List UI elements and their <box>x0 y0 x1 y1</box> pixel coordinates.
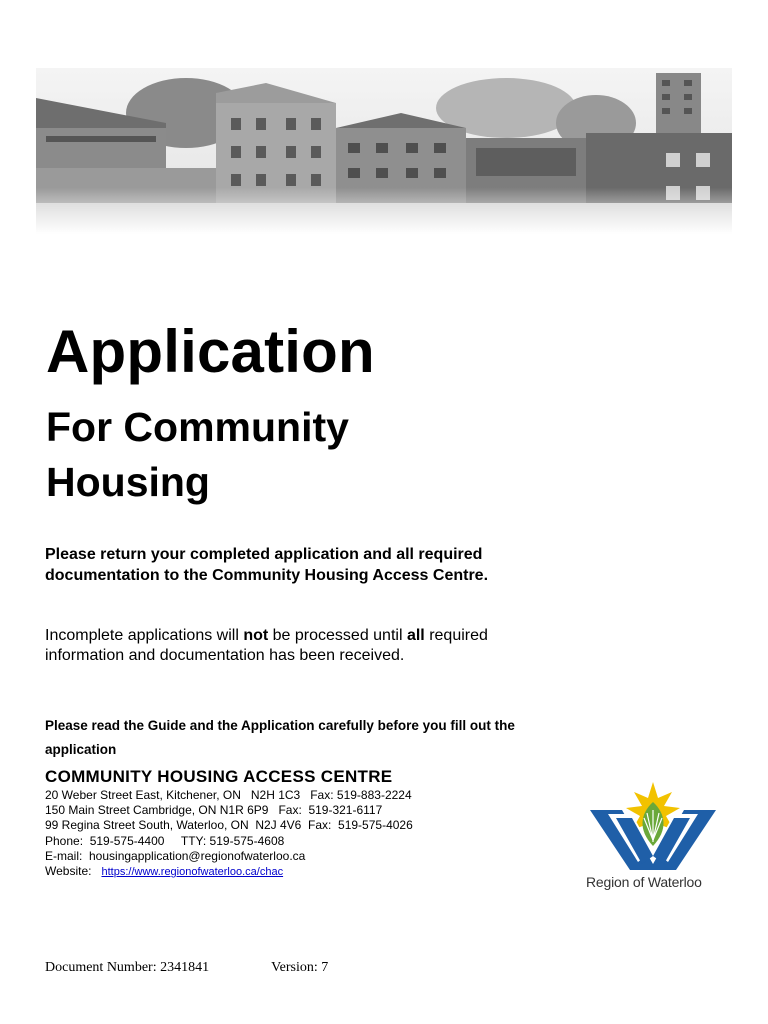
phone-line: Phone: 519-575-4400 TTY: 519-575-4608 <box>45 833 285 848</box>
document-version: Version: 7 <box>271 960 329 975</box>
page-subtitle: For Community Housing <box>46 404 349 505</box>
address-cambridge: 150 Main Street Cambridge, ON N1R 6P9 Fax: 519-321-6117 <box>45 803 383 818</box>
centre-name: COMMUNITY HOUSING ACCESS CENTRE <box>45 767 393 786</box>
return-instructions: Please return your completed application and all required documentation to the Community Housing Access Centre. <box>45 546 489 584</box>
guide-note: Please read the Guide and the Application carefully before you fill out the application <box>45 718 515 757</box>
emphasis-not: not <box>243 627 269 644</box>
incomplete-notice: Incomplete applications will not be processed until all required information and documentation has been received. <box>45 627 488 664</box>
document-number: Document Number: 2341841 <box>45 960 210 975</box>
region-logo-icon <box>588 780 718 872</box>
header-photo <box>36 68 732 234</box>
emphasis-all: all <box>406 627 425 644</box>
contact-block <box>45 788 565 880</box>
email-line: E-mail: housingapplication@regionofwaterloo.ca <box>45 848 306 863</box>
region-of-waterloo-logo <box>584 780 724 902</box>
website-line: Website: https://www.regionofwaterloo.ca/chac <box>45 864 284 879</box>
address-kitchener: 20 Weber Street East, Kitchener, ON N2H 1C3 Fax: 519-883-2224 <box>45 788 412 802</box>
document-footer <box>45 960 328 976</box>
website-link[interactable]: https://www.regionofwaterloo.ca/chac <box>101 866 284 879</box>
page-title: Application <box>46 318 375 385</box>
address-waterloo: 99 Regina Street South, Waterloo, ON N2J 4V6 Fax: 519-575-4026 <box>45 818 413 833</box>
logo-text: Region of Waterloo <box>586 874 702 890</box>
